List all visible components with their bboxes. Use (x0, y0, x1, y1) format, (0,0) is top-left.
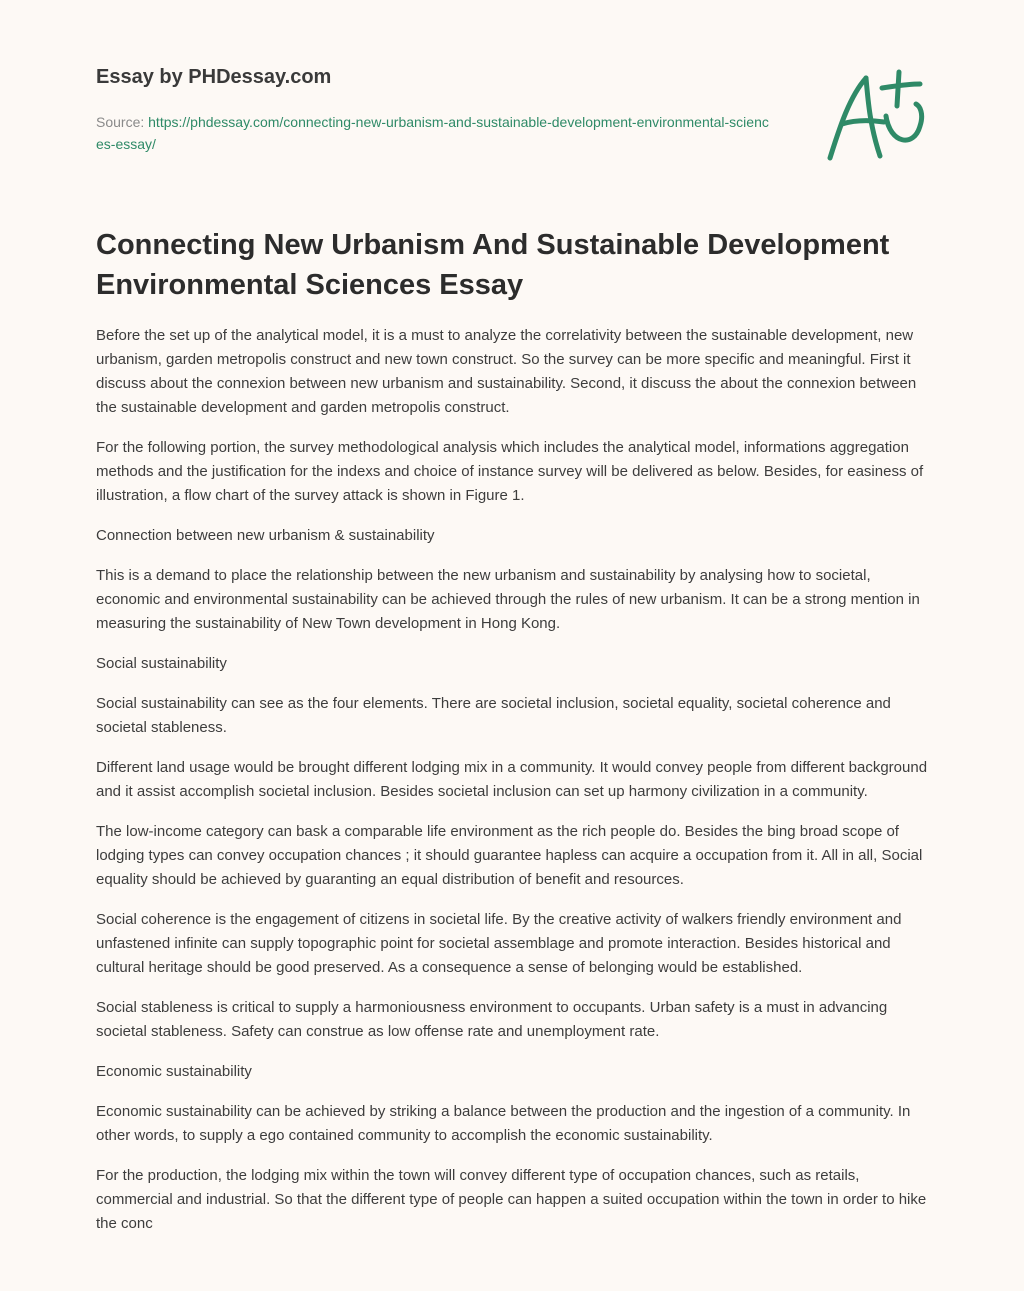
essay-body (96, 324, 932, 1252)
paragraph: Social coherence is the engagement of citizens in societal life. By the creative activity of walkers friendly environment and unfastened infinite can supply topographic point for societal assemblage and promote interaction. Besides historical and cultural heritage should be good preserved. As a consequence a sense of belonging would be established. (96, 911, 902, 976)
source-link[interactable]: https://phdessay.com/connecting-new-urbanism-and-sustainable-development-environmental-sciences-essay/ (96, 114, 769, 152)
section-heading: Economic sustainability (96, 1063, 252, 1080)
paragraph: This is a demand to place the relationship between the new urbanism and sustainability by analysing how to societal, economic and environmental sustainability can be achieved through the rules of new urbanism. It can be a strong mention in measuring the sustainability of New Town development in Hong Kong. (96, 567, 920, 632)
source-label: Source: (96, 114, 145, 130)
paragraph: Economic sustainability can be achieved by striking a balance between the production and the ingestion of a community. In other words, to supply a ego contained community to accomplish the economic sustainability. (96, 1103, 911, 1144)
paragraph: Different land usage would be brought different lodging mix in a community. It would convey people from different background and it assist accomplish societal inclusion. Besides societal inclusion can set up harmony civilization in a community. (96, 759, 928, 800)
paragraph: For the following portion, the survey methodological analysis which includes the analytical model, informations aggregation methods and the justification for the indexs and choice of instance survey will be delivered as below. Besides, for easiness of illustration, a flow chart of the survey attack is shown in Figure 1. (96, 439, 924, 504)
section-heading: Social sustainability (96, 655, 227, 672)
essay-title: Connecting New Urbanism And Sustainable Development Environmental Sciences Essay (96, 229, 890, 301)
paragraph: Social sustainability can see as the four elements. There are societal inclusion, societal equality, societal coherence and societal stableness. (96, 695, 891, 736)
paragraph: Before the set up of the analytical model, it is a must to analyze the correlativity between the sustainable development, new urbanism, garden metropolis construct and new town construct. So the survey can be more specific and meaningful. First it discuss about the connexion between new urbanism and sustainability. Second, it discuss the about the connexion between the sustainable development and garden metropolis construct. (96, 327, 917, 416)
section-heading: Connection between new urbanism & sustainability (96, 527, 435, 544)
paragraph: Social stableness is critical to supply a harmoniousness environment to occupants. Urban safety is a must in advancing societal stableness. Safety can construe as low offense rate and unemployment rate. (96, 999, 888, 1040)
site-title: Essay by PHDessay.com (96, 66, 332, 88)
source-line (96, 111, 776, 155)
paragraph: For the production, the lodging mix within the town will convey different type of occupation chances, such as retails, commercial and industrial. So that the different type of people can happen a suited occupation within the town in order to hike the conc (96, 1167, 927, 1232)
paragraph: The low-income category can bask a comparable life environment as the rich people do. Besides the bing broad scope of lodging types can convey occupation chances ; it should guarantee hapless can acquire a occupation from it. All in all, Social equality should be achieved by guaranting an equal distribution of benefit and resources. (96, 823, 923, 888)
a-plus-logo-icon (820, 66, 930, 166)
